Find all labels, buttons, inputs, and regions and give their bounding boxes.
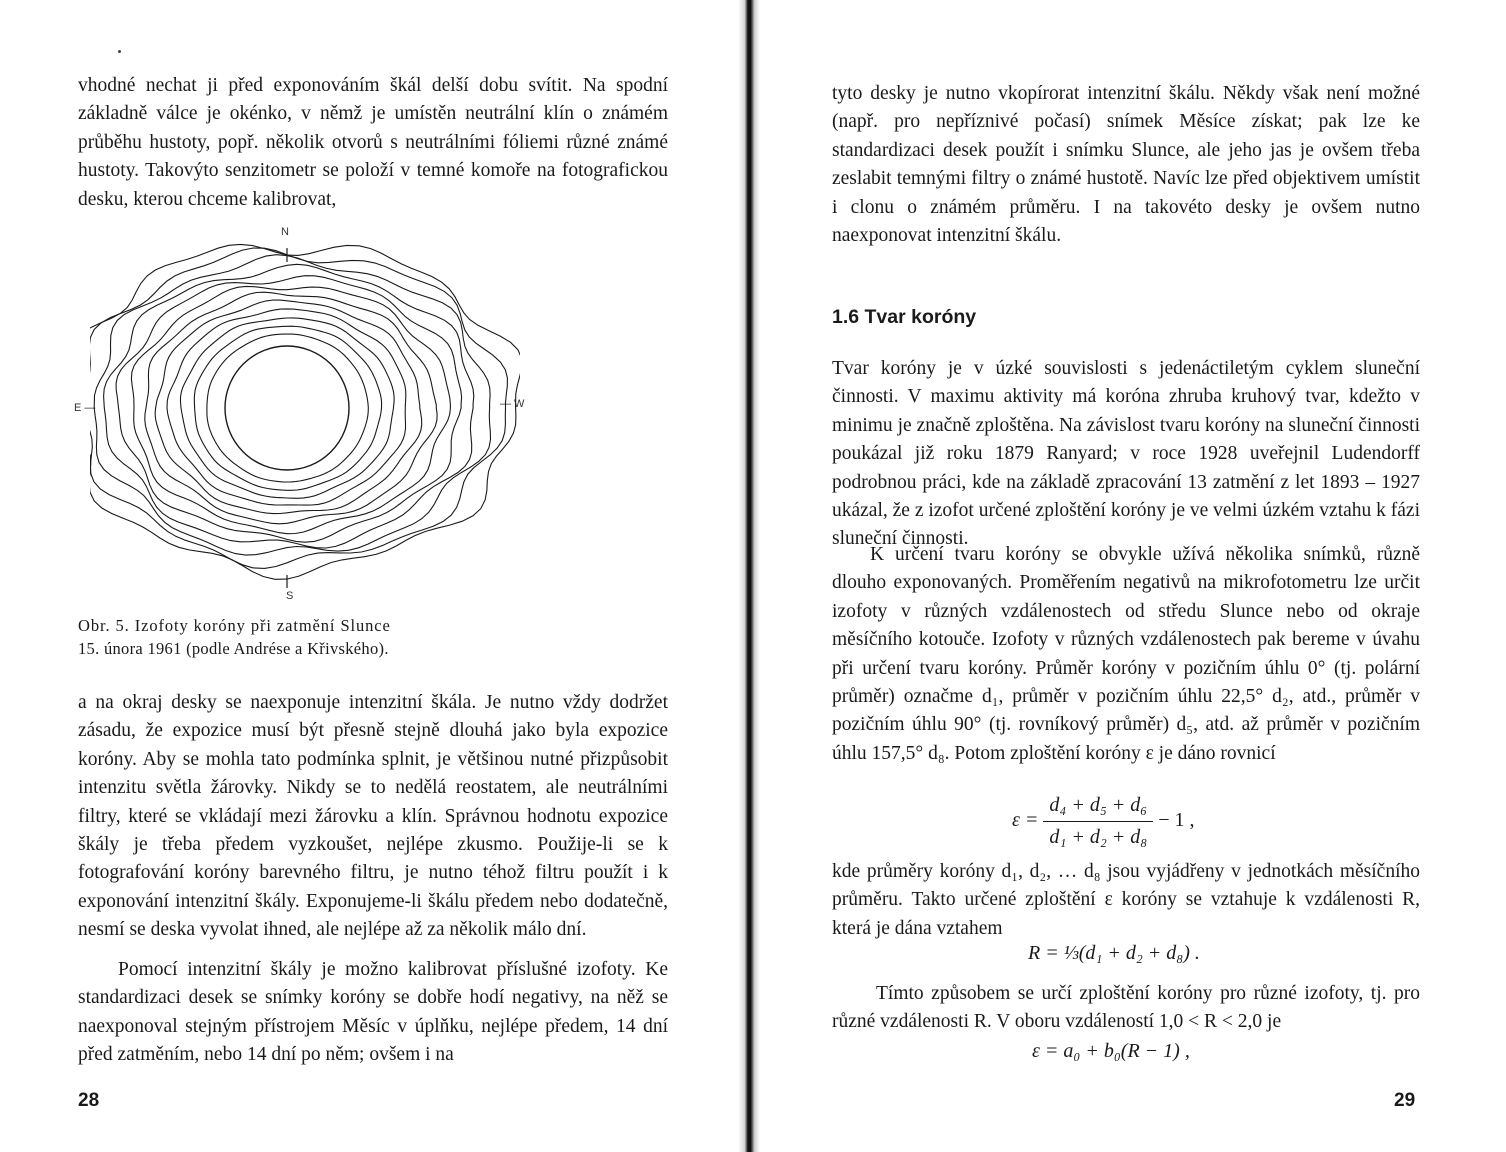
right-page (760, 0, 1506, 1152)
isophote-contour (116, 276, 462, 543)
isophote-contour (94, 255, 490, 555)
figure-west-label: — W (500, 398, 525, 410)
page-number-right: 29 (1394, 1090, 1416, 1111)
caption-line-1: Obr. 5. Izofoty koróny při zatmění Slunce (78, 616, 391, 635)
speck (118, 50, 121, 53)
left-page (0, 0, 740, 1152)
right-paragraph-4: kde průměry koróny d₁, d₂, … d₈ jsou vyjádřeny v jednotkách měsíčního průměru. Takto určené zploštění ε koróny se vztahuje k vzdálenosti R, která je dána vztahem (832, 861, 1420, 939)
eq1-lhs: ε = (1012, 809, 1039, 832)
isophote-contour (167, 309, 406, 505)
equation-flattening (1012, 794, 1195, 849)
right-paragraph-5: Tímto způsobem se určí zploštění koróny pro různé izofoty, tj. pro různé vzdálenosti R. V oboru vzdáleností 1,0 < R < 2,0 je (832, 983, 1420, 1033)
left-paragraph-3: Pomocí intenzitní škály je možno kalibrovat příslušné izofoty. Ke standardizaci desek se snímky koróny se dobře hodí negativy, na něž se naexponoval stejným přístrojem Měsíc v úplňku, nejlépe předem, 14 dní před zatměním, nebo 14 dní po něm; ovšem i na (78, 959, 668, 1066)
section-heading: 1.6 Tvar koróny (832, 306, 977, 328)
isophote-contour (181, 318, 395, 498)
right-paragraph-1: tyto desky je nutno vkopírorat intenzitní škálu. Někdy však není možné (např. pro nepříznivé počasí) snímek Měsíce získat; pak lze ke standardizaci desek použít i snímku Slunce, ale jeho jas je ovšem třeba zeslabit temnými filtry o známé hustotě. Navíc lze před objektivem umístit i clonu o známém průměru. I na takovéto desky je ovšem nutno naexponovat intenzitní škálu. (832, 83, 1420, 247)
left-paragraph-1: vhodné nechat ji před exponováním škál delší dobu svítit. Na spodní základně válce je okénko, v němž je umístěn neutrální klín o známém průběhu hustoty, popř. několik otvorů s neutrálními fóliemi různé známé hustoty. Takovýto senzitometr se položí v temné komoře na fotografickou desku, kterou chceme kalibrovat, (78, 75, 668, 210)
eq1-numerator: d₄ + d₅ + d₆ (1043, 794, 1153, 822)
figure-south-label: S (286, 590, 294, 602)
eq1-fraction (1043, 794, 1153, 849)
equation-radius: R = ⅓(d₁ + d₂ + d₈) . (1028, 942, 1200, 964)
caption-line-2: 15. února 1961 (podle Andrése a Křivského). (78, 639, 389, 658)
equation-linear: ε = a₀ + b₀(R − 1) , (1032, 1040, 1190, 1062)
figure-east-label: E — (74, 402, 96, 414)
isophote-contours (90, 244, 520, 579)
left-paragraph-2: a na okraj desky se naexponuje intenzitní škála. Je nutno vždy dodržet zásadu, že expozice musí být přesně stejně dlouhá jako byla expozice koróny. Aby se mohla tato podmínka splnit, je většinou nutné přizpůsobit intenzitu světla žárovky. Nikdy se to nedělá reostatem, ale neutrálními filtry, které se vkládají mezi žárovku a klín. Správnou hodnotu expozice škály je třeba předem vyzkoušet, nejlépe zkusmo. Použije-li se k fotografování koróny barevného filtru, je nutno téhož filtru použít i k exponování intenzitní škály. Exponujeme-li škálu předem nebo dodatečně, nesmí se deska vyvolat ihned, ale nejlépe až za několik málo dní. (78, 692, 668, 941)
figure-caption (78, 614, 458, 660)
page-number-left: 28 (78, 1090, 100, 1111)
right-paragraph-2: Tvar koróny je v úzké souvislosti s jedenáctiletým cyklem sluneční činnosti. V maximu aktivity má koróna zhruba kruhový tvar, kdežto v minimu je značně zploštěna. Na závislost tvaru koróny na sluneční činnosti poukázal již roku 1879 Ranyard; v roce 1928 uveřejnil Ludendorff podrobnou práci, kde na základě zpracování 13 zatmění z let 1893 – 1927 ukázal, že z izofot určené zploštění koróny je ve velmi úzkém vztahu k fázi sluneční činnosti. (832, 358, 1420, 550)
corona-isophote-figure (90, 240, 520, 600)
eq1-denominator: d₁ + d₂ + d₈ (1049, 826, 1148, 848)
moon-disk (225, 346, 349, 470)
isophote-contour (207, 334, 368, 482)
isophote-contour (194, 326, 381, 490)
isophote-contour (90, 244, 520, 579)
figure-north-label: N (281, 226, 289, 238)
isophote-contour (131, 286, 450, 533)
right-paragraph-3: K určení tvaru koróny se obvykle užívá několika snímků, různě dlouho exponovaných. Proměřením negativů na mikrofotometru lze určit izofoty v různých vzdálenostech od středu Slunce nebo od okraje měsíčního kotouče. Izofoty v různých vzdálenostech pak bereme v úvahu při určení tvaru koróny. Průměr koróny v pozičním úhlu 0° (tj. polární průměr) označme d₁, průměr v pozičním úhlu 22,5° d₂, atd., průměr v pozičním úhlu 90° (tj. rovníkový průměr) d₅, atd. až průměr v pozičním úhlu 157,5° d₈. Potom zploštění koróny ε je dáno rovnicí (832, 544, 1420, 764)
eq1-rhs: − 1 , (1158, 809, 1195, 832)
book-gutter (738, 0, 760, 1152)
